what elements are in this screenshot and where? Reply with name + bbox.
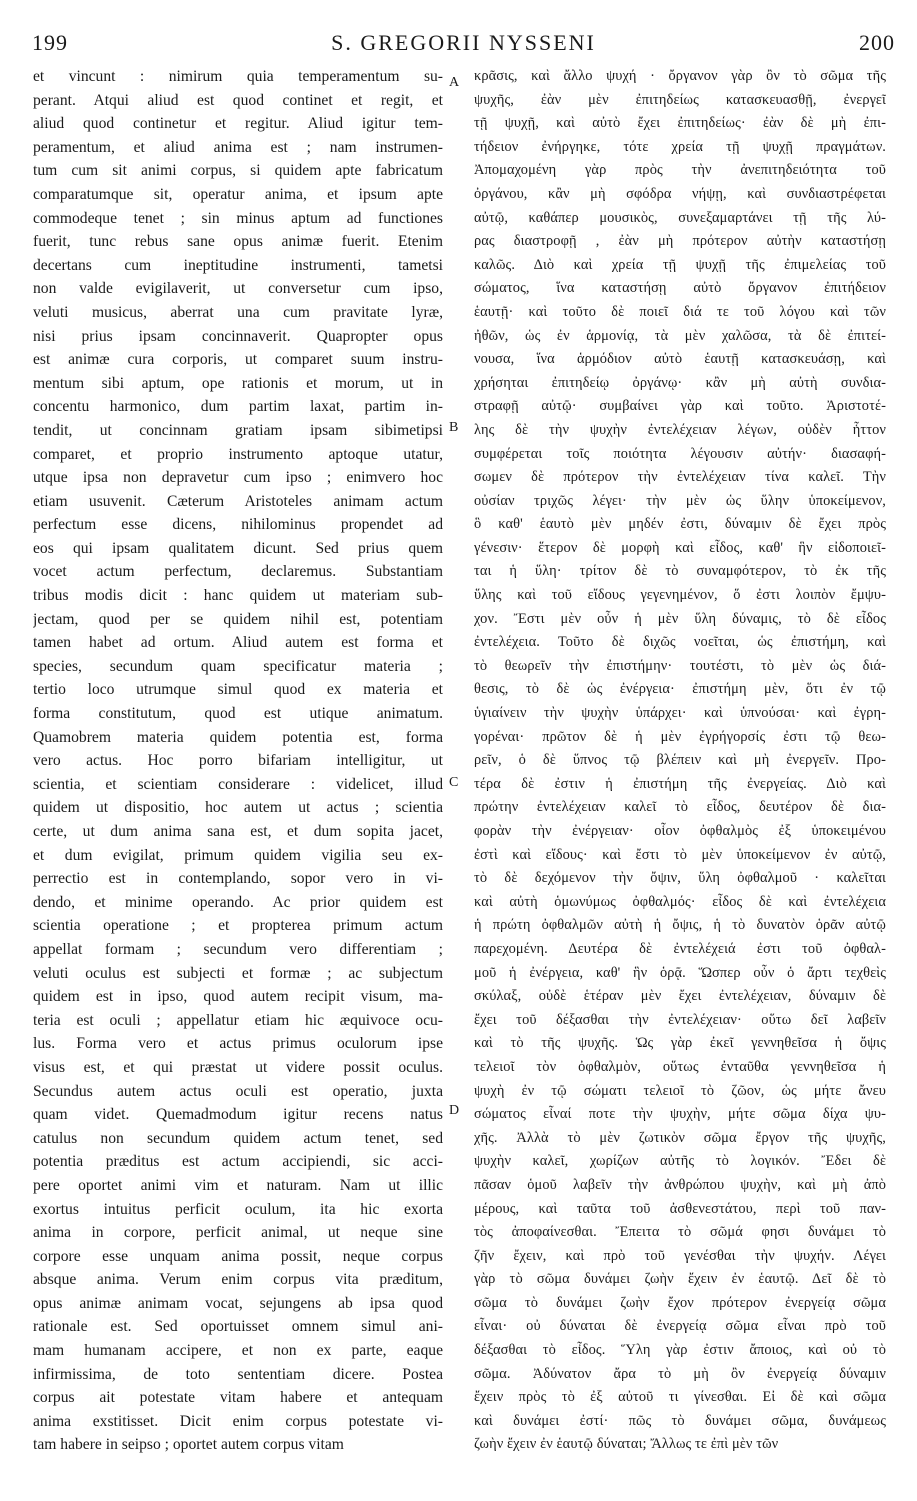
greek-text-line: ρεῖν, ὁ δὲ ὕπνος τῷ βλέπειν καὶ μὴ ἐνεργεῖν. Προ-	[474, 752, 886, 769]
latin-text-line: quidem est in ipso, quod autem recipit visum, ma-	[33, 988, 443, 1006]
latin-text-line: corpus ait potestate vitam habere et antequam	[33, 1389, 443, 1407]
latin-text-line: utque ipsa non depravetur cum ipso ; enimvero hoc	[33, 469, 443, 487]
latin-text-line: tum cum sit animi corpus, si quidem apte fabricatum	[33, 162, 443, 180]
greek-text-line: ὀργάνου, κἂν μὴ σφόδρα νήψῃ, καὶ συνδιαστρέφεται	[474, 185, 886, 202]
greek-column	[474, 65, 886, 1457]
greek-text-line: τέρα δὲ ἐστιν ἡ ἐπιστήμη τῆς ἐνεργείας. Διὸ καὶ	[474, 775, 886, 792]
greek-text-line: ἔχειν πρὸς τὸ ἐξ αὐτοῦ τι γίνεσθαι. Εἰ δὲ καὶ σῶμα	[474, 1389, 886, 1406]
latin-text-line: mam humanam accipere, et non ex parte, eaque	[33, 1342, 443, 1360]
greek-text-line: τελειοῖ τὸν ὀφθαλμὸν, οὕτως ἐνταῦθα γεννηθεῖσα ἡ	[474, 1058, 886, 1075]
latin-text-line: dendo, et minime operando. Ac prior quidem est	[33, 893, 443, 911]
latin-text-line: visus est, et qui præstat ut videre possit oculus.	[33, 1058, 443, 1076]
latin-text-line: veluti oculus est subjecti et formæ ; ac subjectum	[33, 964, 443, 982]
latin-text-line: certe, ut dum anima sana est, et dum sopita jacet,	[33, 823, 443, 840]
latin-text-line: potentia præditus est actum accipiendi, sic acci-	[33, 1153, 443, 1171]
greek-text-line: ψυχὴ ἐν τῷ σώματι τελειοῖ τὸ ζῶον, ὡς μήτε ἄνευ	[474, 1082, 886, 1099]
greek-text-line: Ἀπομαχομένη γὰρ πρὸς τὴν ἀνεπιτηδειότητα τοῦ	[474, 162, 886, 179]
greek-text-line: ψυχὴν καλεῖ, χωρίζων αὐτῆς τὸ λογικόν. Ἔδει δὲ	[474, 1153, 886, 1170]
latin-text-line: tam habere in seipso ; oportet autem corpus vitam	[33, 1436, 344, 1454]
greek-text-line: ἐντελέχεια. Τοῦτο δὲ διχῶς νοεῖται, ὡς ἐπιστήμη, καὶ	[474, 634, 886, 651]
latin-text-line: etiam usuvenit. Cæterum Aristoteles animam actum	[33, 492, 443, 510]
greek-text-line: καὶ δυνάμει ἐστί· πῶς τὸ δυνάμει σῶμα, δυνάμεως	[474, 1412, 886, 1429]
greek-text-line: ζῆν ἔχειν, καὶ πρὸ τοῦ γενέσθαι τὴν ψυχήν. Λέγει	[474, 1247, 886, 1264]
greek-text-line: τὸ θεωρεῖν τὴν ἐπιστήμην· τουτέστι, τὸ μὲν ὡς διά-	[474, 657, 886, 674]
latin-text-line: opus animæ animam vocat, sejungens ab ipsa quod	[33, 1294, 443, 1312]
running-title: S. GREGORII NYSSENI	[331, 30, 596, 55]
latin-text-line: perant. Atqui aliud est quod continet et regit, et	[33, 91, 443, 109]
latin-text-line: quam videt. Quemadmodum igitur recens natus	[33, 1106, 443, 1124]
greek-text-line: σωμεν δὲ πρότερον τὴν ἐντελέχειαν τίνα καλεῖ. Τὴν	[474, 469, 886, 486]
greek-text-line: καὶ αὐτὴ ὁμωνύμως ὀφθαλμός· εἶδος δὲ καὶ ἐντελέχεια	[474, 893, 886, 910]
page-header	[32, 30, 895, 64]
latin-text-line: anima in corpore, perficit animal, ut neque sine	[33, 1224, 443, 1242]
greek-text-line: γὰρ τὸ σῶμα δυνάμει ζωὴν ἔχειν ἐν ἑαυτῷ. Δεῖ δὲ τὸ	[474, 1271, 886, 1288]
greek-text-line: ἑαυτῇ· καὶ τοῦτο δὲ ποιεῖ διά τε τοῦ λόγου καὶ τῶν	[474, 303, 886, 320]
greek-text-line: ἡ πρώτη ὀφθαλμῶν αὐτὴ ἡ ὄψις, ἡ τὸ δυνατὸν ὁρᾶν αὐτῷ	[474, 917, 886, 934]
left-page-number: 199	[32, 30, 68, 55]
greek-text-line: μοῦ ἡ ἐνέργεια, καθ' ἣν ὁρᾷ. Ὥσπερ οὖν ὁ ἄρτι τεχθεὶς	[474, 964, 886, 981]
latin-text-line: pere oportet animi vim et naturam. Nam ut illic	[33, 1176, 443, 1194]
latin-text-line: infirmissima, de toto sententiam dicere. Postea	[33, 1365, 443, 1383]
greek-text-line: ὑγιαίνειν τὴν ψυχὴν ὑπάρχει· καὶ ὑπνούσαι· καὶ ἐγρη-	[474, 705, 886, 722]
greek-text-line: σώματος, ἵνα καταστήσῃ αὐτὸ ὄργανον ἐπιτήδειον	[474, 280, 886, 297]
latin-text-line: decertans cum ineptitudine instrumenti, tametsi	[33, 256, 443, 274]
latin-text-line: tendit, ut concinnam gratiam ipsam sibimetipsi	[33, 421, 443, 439]
greek-text-line: συμφέρεται τοῖς ποιότητα λέγουσιν αὐτήν· διασαφή-	[474, 445, 886, 462]
greek-text-line: χρήσηται ἐπιτηδείῳ ὀργάνῳ· κἂν μὴ αὐτὴ συνδια-	[474, 374, 886, 391]
latin-text-line: comparatumque sit, operatur anima, et ipsum apte	[33, 185, 443, 203]
greek-text-line: γένεσιν· ἕτερον δὲ μορφὴ καὶ εἶδος, καθ' ἣν εἰδοποιεῖ-	[474, 539, 886, 556]
greek-text-line: οὐσίαν τριχῶς λέγει· τὴν μὲν ὡς ὕλην ὑποκείμενον,	[474, 492, 886, 509]
greek-text-line: στραφῇ αὐτῷ· συμβαίνει γὰρ καὶ τοῦτο. Ἀριστοτέ-	[474, 398, 886, 415]
latin-text-line: quidem ut dispositio, hoc autem ut actus ; scientia	[33, 799, 443, 817]
latin-text-line: mentum sibi aptum, ope rationis et morum, ut in	[33, 374, 443, 392]
latin-text-line: et vincunt : nimirum quia temperamentum su-	[33, 68, 443, 85]
greek-text-line: ὃ καθ' ἑαυτὸ μὲν μηδέν ἐστι, δύναμιν δὲ ἔχει πρὸς	[474, 516, 886, 533]
greek-text-line: τῇ ψυχῇ, καὶ αὐτὸ ἔχει ἐπιτηδείως· ἐὰν δὲ μὴ ἐπι-	[474, 115, 886, 132]
greek-text-line: γορέναι· πρῶτον δὲ ἡ μὲν ἐγρήγορσίς ἐστι τῷ θεω-	[474, 728, 886, 745]
latin-text-line: tamen habet ad ortum. Aliud autem est forma et	[33, 634, 443, 652]
greek-text-line: πρώτην ἐντελέχειαν καλεῖ τὸ εἶδος, δευτέρον δὲ δια-	[474, 799, 886, 816]
latin-text-line: perrectio est in contemplando, sopor vero in vi-	[33, 870, 443, 888]
latin-text-line: teria est oculi ; appellatur etiam hic æquivoce ocu-	[33, 1011, 443, 1029]
greek-text-line: αὐτῷ, καθάπερ μουσικὸς, συνεξαμαρτάνει τῇ τῆς λύ-	[474, 209, 886, 226]
latin-text-line: tertio loco utrumque simul quod ex materia et	[33, 681, 443, 699]
greek-text-line: σκύλαξ, οὐδὲ ἑτέραν μὲν ἔχει ἐντελέχειαν, δύναμιν δὲ	[474, 988, 886, 1005]
latin-text-line: aliud quod continetur et regitur. Aliud igitur tem-	[33, 115, 443, 133]
greek-text-line: πᾶσαν ὁμοῦ λαβεῖν τὴν ἀνθρώπου ψυχὴν, καὶ μὴ ἀπὸ	[474, 1176, 886, 1193]
greek-text-line: φορὰν τὴν ἐνέργειαν· οἷον ὀφθαλμὸς ἐξ ὑποκειμένου	[474, 823, 886, 839]
latin-text-line: scientia operatione ; et propterea primum actum	[33, 917, 443, 935]
greek-text-line: λης δὲ τὴν ψυχὴν ἐντελέχειαν λέγων, οὐδὲν ἧττον	[474, 421, 886, 438]
latin-column	[33, 65, 443, 1457]
latin-text-line: tribus modis dicit : hanc quidem ut materiam sub-	[33, 587, 443, 605]
latin-text-line: comparet, et proprio instrumento aptoque utatur,	[33, 445, 443, 463]
greek-text-line: σώματος εἶναί ποτε τὴν ψυχὴν, μήτε σῶμα δίχα ψυ-	[474, 1106, 886, 1123]
greek-text-line: μέρους, καὶ ταῦτα τοῦ ἀσθενεστάτου, περὶ τοῦ παν-	[474, 1200, 886, 1217]
latin-text-line: commodeque tenet ; sin minus aptum ad functiones	[33, 209, 443, 227]
greek-text-line: τὸς ἀποφαίνεσθαι. Ἔπειτα τὸ σῶμά φησι δυνάμει τὸ	[474, 1224, 886, 1241]
greek-text-line: κρᾶσις, καὶ ἄλλο ψυχή · ὄργανον γὰρ ὂν τὸ σῶμα τῆς	[474, 68, 886, 84]
latin-text-line: peramentum, et aliud anima est ; nam instrumen-	[33, 138, 443, 156]
greek-text-line: ψυχῆς, ἐὰν μὲν ἐπιτηδείως κατασκευασθῇ, ἐνεργεῖ	[474, 91, 886, 108]
greek-text-line: χον. Ἔστι μὲν οὖν ἡ μὲν ὕλη δύναμις, τὸ δὲ εἶδος	[474, 610, 886, 627]
latin-text-line: absque anima. Verum enim corpus vita præditum,	[33, 1271, 443, 1289]
margin-marker-b: B	[449, 420, 459, 435]
latin-text-line: fuerit, tunc rebus sane opus animæ fuerit. Etenim	[33, 233, 443, 251]
greek-text-line: καλῶς. Διὸ καὶ χρεία τῇ ψυχῇ τῆς ἐπιμελείας τοῦ	[474, 256, 886, 273]
greek-text-line: καὶ τὸ τῆς ψυχῆς. Ὡς γὰρ ἐκεῖ γεννηθεῖσα ἡ ὄψις	[474, 1035, 886, 1052]
latin-text-line: concentu harmonico, dum partim laxat, partim in-	[33, 398, 443, 416]
latin-text-line: forma constitutum, quod est utique animatum.	[33, 705, 443, 723]
latin-text-line: non valde evigilaverit, ut conversetur cum ipso,	[33, 280, 443, 298]
greek-text-line: ἔχει τοῦ δέξασθαι τὴν ἐντελέχειαν· οὕτω δεῖ λαβεῖν	[474, 1011, 886, 1028]
latin-text-line: exortus intuitus perficit oculum, ita hic exorta	[33, 1200, 443, 1218]
latin-text-line: eos qui ipsam qualitatem dicunt. Sed prius quem	[33, 539, 443, 557]
latin-text-line: vocet actum perfectum, declaremus. Substantiam	[33, 563, 443, 581]
latin-text-line: lus. Forma vero et actus primus oculorum ipse	[33, 1035, 443, 1053]
latin-text-line: vero actus. Hoc porro bifariam intelligitur, ut	[33, 752, 443, 770]
latin-text-line: perfectum esse dicens, nihilominus propendet ad	[33, 516, 443, 534]
greek-text-line: δέξασθαι τὸ εἶδος. Ὕλη γὰρ ἐστιν ἄποιος, καὶ οὐ τὸ	[474, 1342, 886, 1359]
greek-text-line: ὕλης καὶ τοῦ εἴδους γεγενημένον, ὅ ἐστι λοιπὸν ἔμψυ-	[474, 587, 886, 604]
latin-text-line: veluti musicus, aberrat una cum pravitate lyræ,	[33, 303, 443, 321]
greek-text-line: σῶμα τὸ δυνάμει ζωὴν ἔχον πρότερον ἐνεργείᾳ σῶμα	[474, 1294, 886, 1311]
greek-text-line: νουσα, ἵνα ἁρμόδιον αὐτὸ ἑαυτῇ κατασκευάσῃ, καὶ	[474, 351, 886, 368]
greek-text-line: ἠθῶν, ὡς ἐν ἁρμονίᾳ, τὰ μὲν χαλῶσα, τὰ δὲ ἐπιτεί-	[474, 327, 886, 344]
latin-text-line: species, secundum quam specificatur materia ;	[33, 657, 443, 675]
latin-text-line: anima exstitisset. Dicit enim corpus potestate vi-	[33, 1412, 443, 1430]
margin-marker-a: A	[449, 75, 460, 90]
greek-text-line: ἐστὶ καὶ εἴδους· καὶ ἔστι τὸ μὲν ὑποκείμενον ἐν αὐτῷ,	[474, 846, 886, 863]
greek-text-line: τήδειον ἐνήργηκε, τότε χρεία τῇ ψυχῇ πραγμάτων.	[474, 138, 886, 155]
greek-text-line: ται ἡ ὕλη· τρίτον δὲ τὸ συναμφότερον, τὸ ἐκ τῆς	[474, 563, 886, 580]
latin-text-line: Quamobrem materia quidem potentia est, forma	[33, 728, 443, 746]
margin-marker-c: C	[449, 775, 459, 790]
latin-text-line: corpore esse unquam anima possit, neque corpus	[33, 1247, 443, 1265]
latin-text-line: est animæ cura corporis, ut comparet suum instru-	[33, 351, 443, 369]
margin-marker-d: D	[449, 1103, 460, 1118]
greek-text-line: εἶναι· οὐ δύναται δὲ ἐνεργείᾳ σῶμα εἶναι πρὸ τοῦ	[474, 1318, 886, 1335]
greek-text-line: σῶμα. Ἀδύνατον ἄρα τὸ μὴ ὂν ἐνεργείᾳ δύναμιν	[474, 1365, 886, 1382]
latin-text-line: Secundus autem actus oculi est operatio, juxta	[33, 1082, 443, 1100]
latin-text-line: catulus non secundum quidem actum tenet, sed	[33, 1129, 443, 1147]
latin-text-line: et dum evigilat, primum quidem vigilia seu ex-	[33, 846, 443, 864]
greek-text-line: τὸ δὲ δεχόμενον τὴν ὄψιν, ὕλη ὀφθαλμοῦ · καλεῖται	[474, 870, 886, 887]
greek-text-line: χῆς. Ἀλλὰ τὸ μὲν ζωτικὸν σῶμα ἔργον τῆς ψυχῆς,	[474, 1129, 886, 1146]
greek-text-line: ρας διαστροφῇ , ἐὰν μὴ πρότερον αὐτὴν καταστήσῃ	[474, 233, 886, 250]
greek-text-line: ζωὴν ἔχειν ἐν ἑαυτῷ δύναται; Ἄλλως τε ἐπὶ μὲν τῶν	[474, 1436, 779, 1453]
latin-text-line: scientia, et scientiam considerare : videlicet, illud	[33, 775, 443, 793]
latin-text-line: appellat formam ; secundum vero differentiam ;	[33, 940, 443, 958]
greek-text-line: θεσις, τὸ δὲ ὡς ἐνέργεια· ἐπιστήμη μὲν, ὅτι ἐν τῷ	[474, 681, 886, 698]
latin-text-line: rationale est. Sed oportuisset omnem simul ani-	[33, 1318, 443, 1336]
right-page-number: 200	[859, 30, 895, 55]
greek-text-line: παρεχομένη. Δευτέρα δὲ ἐντελέχειά ἐστι τοῦ ὀφθαλ-	[474, 940, 886, 957]
latin-text-line: nisi prius ipsam concinnaverit. Quapropter opus	[33, 327, 443, 345]
latin-text-line: jectam, quod per se quidem nihil est, potentiam	[33, 610, 443, 628]
